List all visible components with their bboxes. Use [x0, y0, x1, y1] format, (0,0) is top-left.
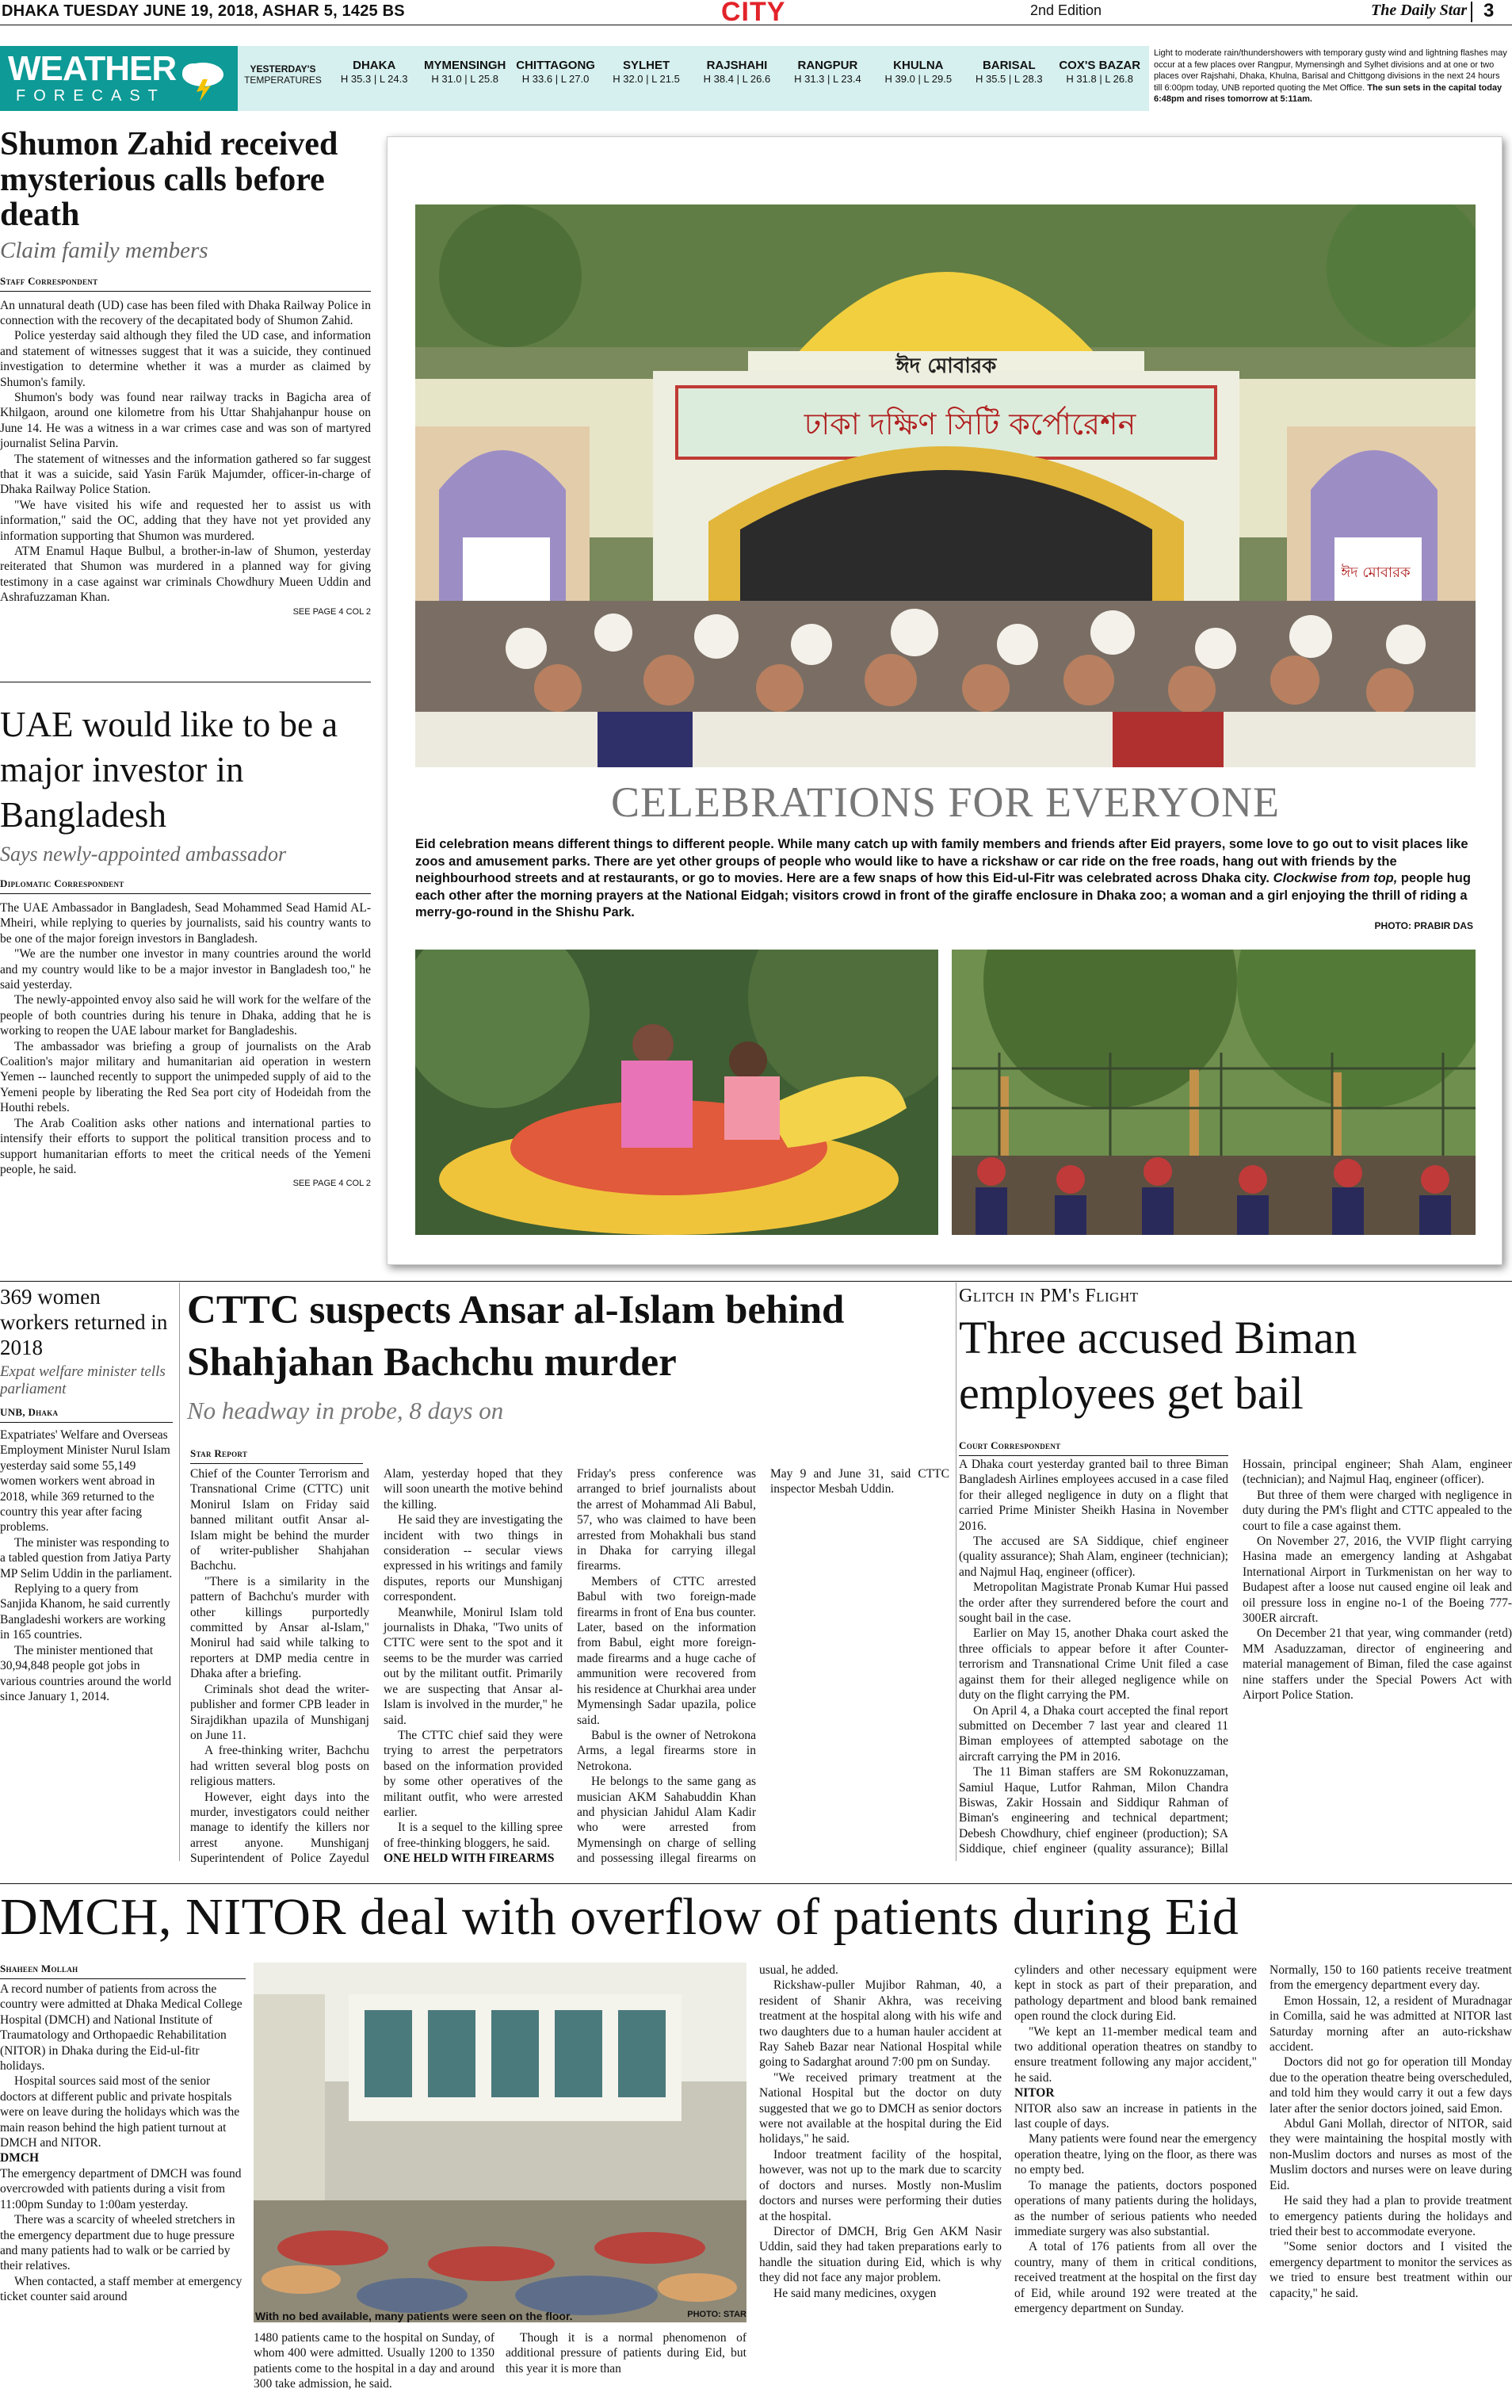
paragraph: cylinders and other necessary equipment were kept in stock as part of their preparation, and pathology department and blood bank remained open round the clock during Eid.: [1014, 1963, 1257, 2024]
paragraph: Many patients were found near the emergency operation theatre, lying on the floor, as there was no empty bed.: [1014, 2132, 1257, 2177]
paragraph: Shumon's body was found near railway tracks in Bagicha area of Khilgaon, around one kilometre from his Uttar Shahjahanpur house on June 14. He was a witness in a war crimes case and was son of martyred journalist Selina Parvin.: [0, 390, 371, 451]
byline: Diplomatic Correspondent: [0, 877, 124, 889]
byline: Staff Correspondent: [0, 274, 98, 287]
paragraph: Expatriates' Welfare and Overseas Employment Minister Nurul Islam yesterday said some 55,149 women workers went abroad in 2018, while 369 returned to the country this year after facing problems.: [0, 1428, 170, 1535]
paragraph: "We received primary treatment at the National Hospital but the doctor on duty suggested that we go to DMCH as senior doctors were not available at the hospital during the Eid holidays," he said.: [759, 2070, 1002, 2146]
paragraph: Indoor treatment facility of the hospital, however, was not up to the mark due to scarcity of doctors and nurses. Mostly non-Muslim doctors and nurses were performing their duties at the hospital.: [759, 2147, 1002, 2223]
paragraph: Earlier on May 15, another Dhaka court asked the three officials to appear before it after Counter-terrorism and Transnational Crime Unit filed a case against them for their alleged negligence while on duty on the flight carrying the PM.: [959, 1626, 1228, 1703]
byline: UNB, Dhaka: [0, 1406, 59, 1418]
city-temp: SYLHET H 32.0 | L 21.5: [613, 59, 680, 85]
paragraph: A total of 176 patients from all over the country, many of them in critical conditions, received treatment at the hospital on the first day of Eid, while around 192 were treated at the emergency department on Sunday.: [1014, 2240, 1257, 2315]
paragraph: He said many medicines, oxygen: [773, 2286, 937, 2300]
eidgah-photo: [415, 204, 1476, 767]
temp-label: YESTERDAY'S TEMPERATURES: [244, 63, 322, 86]
paragraph: Babul is the owner of Netrokona Arms, a legal firearms store in Netrokona.: [577, 1728, 756, 1773]
city-temp: KHULNA H 39.0 | L 29.5: [884, 59, 953, 85]
paragraph: usual, he added.: [759, 1963, 838, 1977]
zoo-photo: [952, 950, 1476, 1235]
paragraph: ATM Enamul Haque Bulbul, a brother-in-law of Shumon, yesterday reiterated that Shumon was murdered in a planned way for giving testimony in a case against war criminals Chowdhury Mueen Uddin and Ashrafuzzaman Khan.: [0, 545, 371, 605]
paragraph: 1480 patients came to the hospital on Sunday, of whom 400 were admitted. Usually 1200 to 1350 patients come to the hospital in a day and around 300 take admission, he said.: [254, 2331, 494, 2391]
paragraph: It is a sequel to the killing spree of free-thinking bloggers, he said.: [384, 1821, 563, 1850]
sign-city-corporation: ঢাকা দক্ষিণ সিটি কর্পোরেশন: [804, 407, 1136, 441]
forecast-text: Light to moderate rain/thundershowers with temporary gusty wind and lightning flashes may occur at a few places over Rangpur, Mymensingh and Sylhet divisions and at one or two places over Rajshahi, Dhaka, Khulna, Barisal and Chittgong divisions in the next 24 hours till 6:00pm today, UNB reported quoting the Met Office. The sun sets in the capital today 6:48pm and rises tomorrow at 5:11am.: [1154, 48, 1507, 104]
paragraph: Though it is a normal phenomenon of additional pressure of patients during Eid, but this year it is more than: [506, 2331, 746, 2376]
city-temp: BARISAL H 35.5 | L 28.3: [975, 59, 1043, 85]
paragraph: The Arab Coalition asks other nations and international parties to intensify their efforts to support the political transition process and to support humanitarian efforts to meet the critical needs of the Yemeni people, he said.: [0, 1116, 371, 1176]
paragraph: Rickshaw-puller Mujibor Rahman, 40, a resident of Shanir Akhra, was receiving treatment at the hospital along with his wife and two daughters due to a human hauler accident at Ray Saheb Bazar near National Hospital while going to Sadarghat around 7:00 pm on Sunday.: [759, 1978, 1002, 2070]
story-biman: [959, 1286, 1512, 1421]
deck: Claim family members: [0, 237, 208, 263]
paragraph: Members of CTTC arrested Babul with two foreign-made firearms in front of Ena bus counter. Later, based on the information from Babul, eight more foreign-made firearms and a huge cache of ammunition were recovered from his residence at Churkhai area under Mymensingh Sadar upazila, police said.: [577, 1574, 756, 1727]
story-women-workers: [0, 1284, 173, 1704]
paragraph: The CTTC chief said they were trying to arrest the perpetrators based on the information provided by some other operatives of the militant outfit, who were arrested earlier.: [384, 1728, 563, 1819]
weather-bar: [0, 46, 1512, 116]
paragraph: "There is a similarity in the pattern of Bachchu's murder with other killings purportedly committed by Ansar al-Islam," Monirul had said while talking to reporters at DMP media centre in Dhaka after a briefing.: [190, 1574, 369, 1681]
dmch-col5: [1270, 1963, 1512, 2408]
paragraph: The 11 Biman staffers are SM Rokonuzzaman, Samiul Haque, Lutfor Rahman, Milon Chandra Biswas, Zakir Hossain and Siddiqur Rahman of Biman's engineering and technical department; Debesh Chowdhury, chief engineer (production); SA Siddique, chief engineer (quality assurance); Billal Hossain, principal engineer; Shah Alam, engineer (technician); and Najmul Haq, engineer (officer).: [959, 1458, 1512, 1856]
paragraph: The statement of witnesses and the information gathered so far suggest that it was a suicide, said Yasin Farük Majumder, officer-in-charge of Dhaka Railway Police Station.: [0, 452, 371, 497]
deck: No headway in probe, 8 days on: [187, 1397, 504, 1424]
date-line: DHAKA TUESDAY JUNE 19, 2018, ASHAR 5, 1425 BS: [2, 2, 405, 20]
paragraph: "We are the number one investor in many countries around the world and my country would like to be a major investor in Bangladesh too," he said yesterday.: [0, 947, 371, 992]
masthead: [0, 0, 1512, 25]
paragraph: The newly-appointed envoy also said he will work for the welfare of the people of both countries during his tenure in Dhaka, adding that he is working to reopen the UAE labour market for Bangladeshis.: [0, 993, 371, 1038]
page-number: 3: [1483, 0, 1495, 21]
paragraph: The UAE Ambassador in Bangladesh, Sead Mohammed Sead Hamid AL-Mheiri, while replying to queries by journalists, said his country wants to be one of the major foreign investors in Bangladesh.: [0, 901, 371, 946]
paragraph: "We have visited his wife and requested her to assist us with information," said the OC, adding that they have not yet provided any information supporting that Shumon was murdered.: [0, 498, 371, 543]
dmch-byline: Shaheen Mollah: [0, 1963, 246, 1984]
paragraph: He said they had a plan to provide treatment to emergency patients during the holidays and tried their best to accommodate everyone.: [1270, 2194, 1512, 2238]
paragraph: The ambassador was briefing a group of journalists on the Arab Coalition's major military and humanitarian aid operation in western Yemen -- launched recently to support the unimpeded supply of aid to the Yemeni people by liberating the Red Sea port city of Hodeidah from the Houthi rebels.: [0, 1039, 371, 1115]
paragraph: NITOR also saw an increase in patients in the last couple of days.: [1014, 2101, 1257, 2131]
paragraph: Metropolitan Magistrate Pronab Kumar Hui passed the order after they surrendered before the court and sought bail in the case.: [959, 1580, 1228, 1626]
dmch-col1: A record number of patients from across the country were admitted at Dhaka Medical College Hospital (DMCH) and National Institute of Traumatology and Orthopaedic Rehabilitation (NITOR) in Dhaka during the Eid-ul-fitr holidays. Hospital sources said most of the senior doctors at different public and private hospitals were on leave during the holidays which was the main reason behind the high patient turnout at DMCH and NITOR. DMCH The emergency department of DMCH was found overcrowded with patients during a visit from 11:00pm Sunday to 1:00am yesterday. There was a scarcity of wheeled stretchers in the emergency department due to huge pressure and many patients had to walk or be carried by their relatives. When contacted, a staff member at emergency ticket counter said around: [0, 1982, 242, 2304]
city-temp: RAJSHAHI H 38.4 | L 26.6: [703, 59, 771, 85]
story-body: [0, 298, 371, 606]
weather-title: WEATHER: [8, 49, 177, 88]
paragraph: Abdul Gani Mollah, director of NITOR, said they were maintaining the hospital mostly with non-Muslim doctors and nurses as most of the Muslim doctors and nurses were on leave during Eid.: [1270, 2117, 1512, 2192]
paragraph: A free-thinking writer, Bachchu had written several blog posts on religious matters.: [190, 1744, 369, 1789]
feature-box: [387, 136, 1502, 1265]
paragraph: On November 27, 2016, the VVIP flight carrying Hasina made an emergency landing at Ashgabat International Airport in Turkmenistan on her way to Budapest after a loose nut caused engine oil leak and oil pressure loss in engine no-1 of the Boeing 777-300ER aircraft.: [1243, 1535, 1512, 1626]
deck: Expat welfare minister tells parliament: [0, 1363, 166, 1397]
sign-eid-mubarak: ঈদ মোবারক: [895, 354, 997, 378]
paragraph: An unnatural death (UD) case has been filed with Dhaka Railway Police in connection with the recovery of the decapitated body of Shumon Zahid.: [0, 298, 371, 327]
cttc-body: [190, 1466, 949, 1867]
edition-label: 2nd Edition: [1030, 2, 1102, 18]
paragraph: Normally, 150 to 160 patients receive treatment from the emergency department every day.: [1270, 1963, 1512, 1993]
paragraph: Replying to a query from Sanjida Khanom, he said currently Bangladeshi workers are working in 165 countries.: [0, 1582, 170, 1642]
story-cttc: [187, 1284, 949, 1425]
paragraph: There was a scarcity of wheeled stretchers in the emergency department due to huge pressure and many patients had to walk or be carried by their relatives.: [0, 2213, 235, 2273]
paragraph: To manage the patients, doctors posponed operations of many patients during the holidays, as the number of serious patients who needed immediate surgery was also substantial.: [1014, 2178, 1257, 2238]
headline: Shumon Zahid received mysterious calls before death: [0, 126, 338, 234]
city-temp: CHITTAGONG H 33.6 | L 27.0: [516, 59, 595, 85]
biman-body: [959, 1457, 1512, 1865]
dmch-under-photo: [254, 2330, 746, 2408]
paragraph: Doctors did not go for operation till Monday due to the operation theatre being overscheduled, and told him they would carry it out a few days later after the senior doctors joined, said Emon.: [1270, 2055, 1512, 2116]
paragraph: A record number of patients from across the country were admitted at Dhaka Medical College Hospital (DMCH) and National Institute of Traumatology and Orthopaedic Rehabilitation (NITOR) in Dhaka during the Eid-ul-fitr holidays.: [0, 1982, 242, 2074]
hospital-floor-photo: [254, 1963, 746, 2322]
paragraph: But three of them were charged with negligence in duty during the PM's flight and CTTC appealed to the court to file a case against them.: [1243, 1488, 1512, 1533]
cttc-byline: Star Report: [190, 1447, 363, 1469]
city-temp: MYMENSINGH H 31.0 | L 25.8: [423, 59, 506, 85]
paragraph: Police yesterday said although they filed the UD case, and information and statement of witnesses suggest that it was a suicide, they continued investigation to determine whether it was a murder as claimed by Shumon's family.: [0, 329, 371, 389]
paragraph: The accused are SA Siddique, chief engineer (quality assurance); Shah Alam, engineer (technician); and Najmul Haq, engineer (officer).: [959, 1535, 1228, 1579]
weather-logo: [0, 46, 238, 111]
paragraph: Chief of the Counter Terrorism and Transnational Crime (CTTC) unit Monirul Islam on Friday said banned militant outfit Ansar al-Islam might be behind the murder of writer-publisher Shahjahan Bachchu.: [190, 1467, 369, 1573]
paragraph: Emon Hossain, 12, a resident of Muradnagar in Comilla, said he was admitted at NITOR last Saturday morning after an auto-rickshaw accident.: [1270, 1993, 1512, 2054]
paragraph: Criminals shot dead the writer-publisher and former CPB leader in Sirajdikhan upazila of Munshiganj on June 11.: [190, 1682, 369, 1742]
paragraph: He belongs to the same gang as musician AKM Sahabuddin Khan and physician Jahidul Alam Kadir who were arrested from Mymensingh on charge of selling and possessing illegal firearms on May 9 and June 31, said CTTC inspector Mesbah Uddin.: [577, 1467, 949, 1866]
kicker: Glitch in PM's Flight: [959, 1286, 1139, 1306]
paragraph: Meanwhile, Monirul Islam told journalists in Dhaka, "Two units of CTTC were sent to the spot and it seems to be the murder was carried out by the militant outfit. Primarily we are suspecting that Ansar al-Islam is involved in the murder," he said.: [384, 1605, 563, 1727]
paragraph: However, eight days into the murder, investigators could neither manage to identify the killers nor arrest anyone. Munshiganj Superintendent of Police Zayedul Alam, yesterday hoped that they will soon unearth the motive behind the killing.: [190, 1467, 563, 1866]
feature-headline: CELEBRATIONS FOR EVERYONE: [610, 778, 1281, 826]
photo-credit: PHOTO: PRABIR DAS: [1374, 920, 1473, 931]
paragraph: Director of DMCH, Brig Gen AKM Nasir Uddin, said they had taken preparations early to handle the situation during Eid, which is why they did not face any major problem.: [759, 2224, 1002, 2285]
city-temp: DHAKA H 35.3 | L 24.3: [340, 59, 408, 85]
headline: 369 women workers returned in 2018: [0, 1285, 168, 1359]
paragraph: When contacted, a staff member at emergency ticket counter said around: [0, 2274, 242, 2304]
sign-side: ঈদ মোবারক: [1341, 564, 1411, 581]
city-temp: RANGPUR H 31.3 | L 23.4: [794, 59, 861, 85]
dmch-col3: [759, 1963, 1002, 2408]
paper-logo: The Daily Star: [1371, 2, 1468, 19]
merry-go-round-photo: [415, 950, 938, 1235]
story-uae: [0, 702, 371, 1188]
city-temp: COX'S BAZAR H 31.8 | L 26.8: [1059, 59, 1141, 85]
story-shumon: [0, 127, 371, 617]
headline: UAE would like to be a major investor in Bangladesh: [0, 705, 338, 835]
biman-byline: Court Correspondent: [959, 1439, 1228, 1461]
weather-subtitle: FORECAST: [16, 87, 166, 105]
feature-caption: Eid celebration means different things to different people. While many catch up with family members and friends after Eid prayers, some love to go out to visit places like zoos and amusement parks. There are yet other groups of people who would like to have a rickshaw or car ride on the free roads, hang out with friends by the neighbourhood streets and at restaurants, or go to movies. Here are a few snaps of how this Eid-ul-Fitr was celebrated across Dhaka city. Clockwise from top, people hug each other after the morning prayers at the National Eidgah; visitors crowd in front of the giraffe enclosure in Dhaka zoo; a woman and a girl enjoying the thrill of riding a merry-go-round in the Shishu Park.: [415, 837, 1471, 919]
paragraph: The emergency department of DMCH was found overcrowded with patients during a visit from 11:00pm Sunday to 1:00am yesterday.: [0, 2166, 242, 2211]
paragraph: Friday's press conference was arranged to brief journalists about the arrest of Mohammad Ali Babul, 57, who was claimed to have been arrested from Mohakhali bus stand in Dhaka for carrying illegal firearms.: [577, 1467, 756, 1573]
dmch-photo-credit: PHOTO: STAR: [687, 2310, 746, 2319]
deck: Says newly-appointed ambassador: [0, 843, 287, 866]
storm-cloud-icon: [176, 55, 230, 103]
see-page: SEE PAGE 4 COL 2: [292, 1179, 371, 1189]
headline: Three accused Biman employees get bail: [959, 1312, 1357, 1419]
paragraph: A Dhaka court yesterday granted bail to three Biman Bangladesh Airlines employees accused in a case filed for their alleged negligence in duty on a flight that carried Prime Minister Sheikh Hasina in November 2016.: [959, 1458, 1228, 1533]
section-label: CITY: [721, 0, 786, 27]
dmch-col4: cylinders and other necessary equipment were kept in stock as part of their preparation, and pathology department and blood bank remained open round the clock during Eid. "We kept an 11-member medical team and two additional operation theatres on standby to ensure treatment following any major accident," he said. NITOR NITOR also saw an increase in patients in the last couple of days. Many patients were found near the emergency operation theatre, lying on the floor, as there was no empty bed. To manage the patients, doctors posponed operations of many patients during the holidays, as the number of serious patients who needed immediate surgery was also substantial. A total of 176 patients from all over the country, many of them in critical conditions, received treatment at the hospital on the first day of Eid, while around 192 were treated at the emergency department on Sunday.: [1014, 1963, 1257, 2315]
paragraph: On April 4, a Dhaka court accepted the final report submitted on December 7 last year and cleared 11 Biman employees of attempted sabotage on the aircraft carrying the PM in 2016.: [959, 1703, 1228, 1764]
paragraph: The minister mentioned that 30,94,848 people got jobs in various countries around the world since January 1, 2014.: [0, 1643, 172, 1703]
paragraph: Hospital sources said most of the senior doctors at different public and private hospitals were on leave during the holidays which was the main reason behind the high patient turnout at DMCH and NITOR.: [0, 2074, 240, 2150]
city-temperatures: [329, 60, 1145, 100]
paragraph: He said they are investigating the incident with two things in consideration -- secular views expressed in his writings and family disputes, reports our Munshiganj correspondent.: [384, 1513, 563, 1604]
dmch-headline: DMCH, NITOR deal with overflow of patients during Eid: [0, 1888, 1239, 1946]
paragraph: The minister was responding to a tabled question from Jatiya Party MP Selim Uddin in the parliament.: [0, 1535, 173, 1580]
paragraph: "We kept an 11-member medical team and two additional operation theatres on standby to ensure treatment following any major accident," he said.: [1014, 2024, 1257, 2085]
paragraph: On December 21 that year, wing commander (retd) MM Asaduzzaman, director of engineering and material management of Biman, filed the case against nine staffers under the Special Powers Act with Airport Police Station.: [1243, 1626, 1512, 1703]
story-body: [0, 900, 371, 1177]
dmch-photo-caption: With no bed available, many patients were seen on the floor. PHOTO: STAR: [255, 2310, 746, 2322]
see-page: SEE PAGE 4 COL 2: [292, 606, 371, 617]
headline: CTTC suspects Ansar al-Islam behind Shahjahan Bachchu murder: [187, 1288, 845, 1385]
paragraph: "Some senior doctors and I visited the emergency department to monitor the services as we tried to ensure best treatment within our capacity," he said.: [1270, 2240, 1512, 2300]
subhead: ONE HELD WITH FIREARMS: [384, 1852, 555, 1866]
story-body: [0, 1428, 173, 1704]
